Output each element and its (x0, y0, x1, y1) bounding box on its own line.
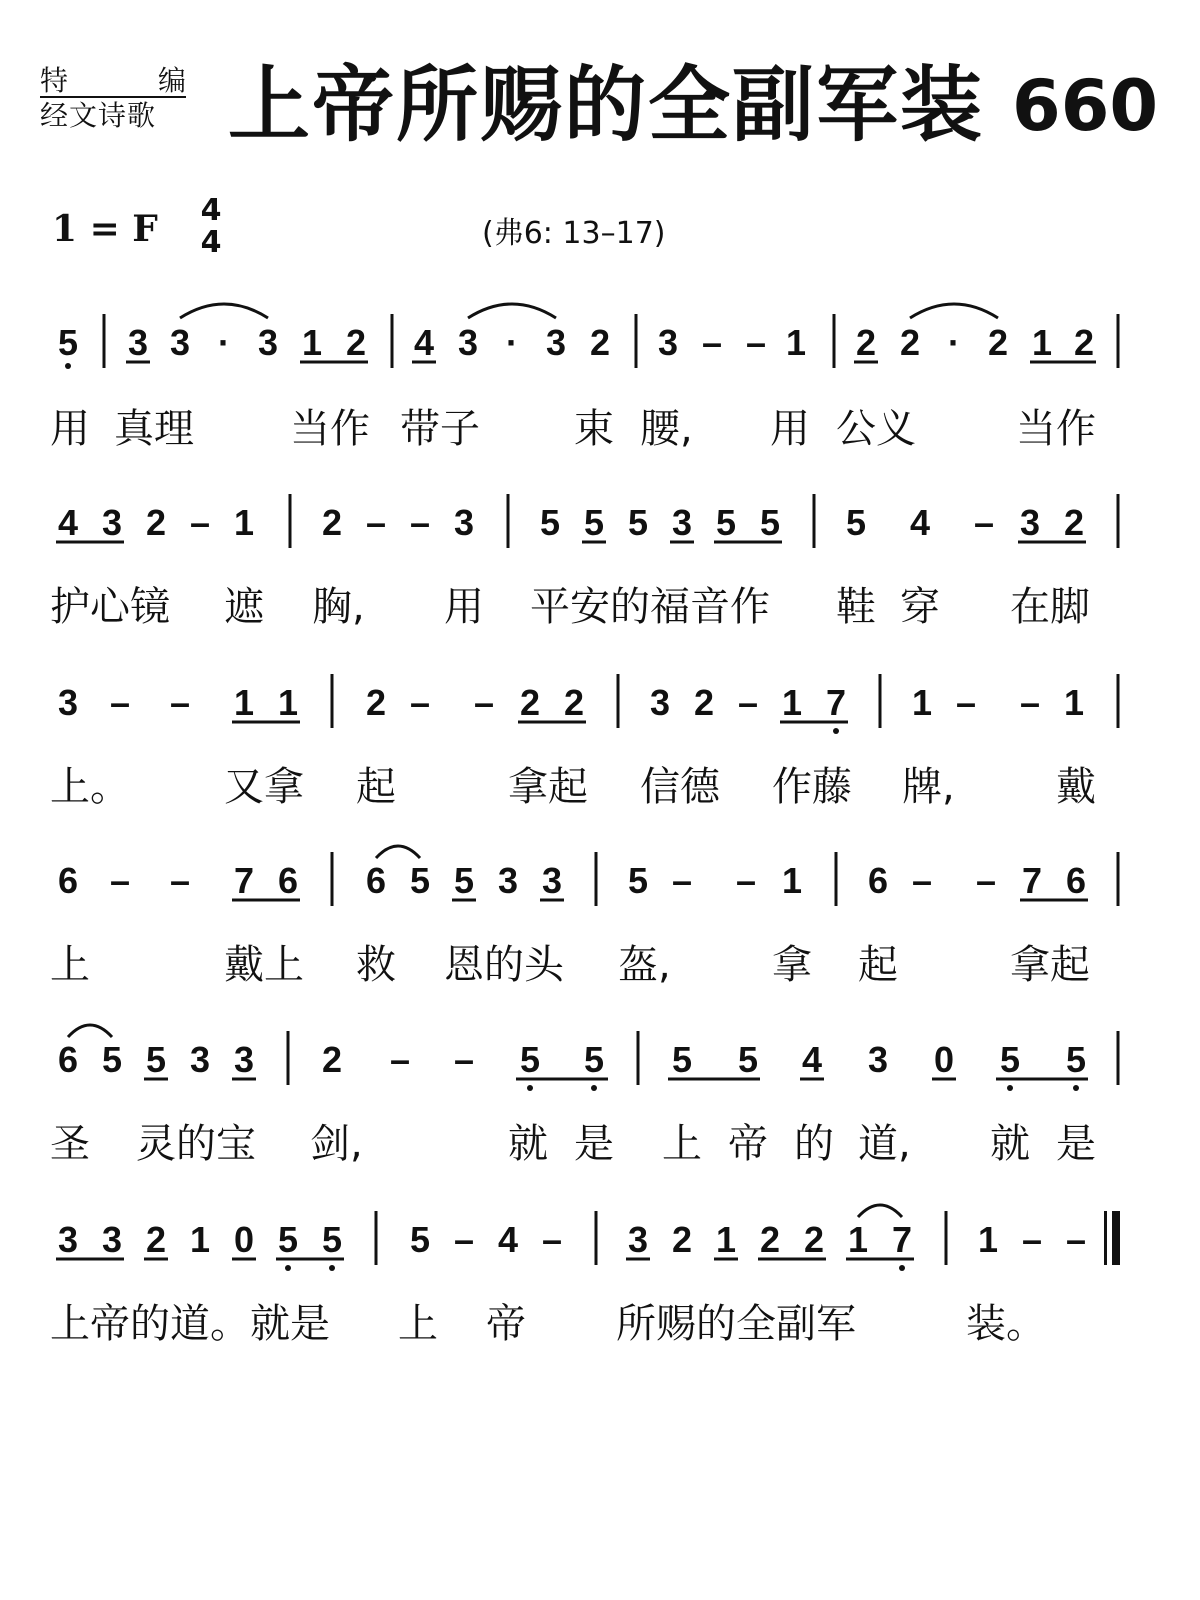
badge-char-right: 编 (157, 64, 186, 97)
dash: – (473, 682, 495, 723)
lyric: 牌, (902, 764, 955, 810)
score-line-4 (50, 846, 1118, 988)
lyric: 当作 (1016, 406, 1096, 452)
note: 5 (519, 1039, 541, 1080)
note: 1 (911, 682, 933, 723)
rest: 0 (933, 1039, 955, 1080)
dash: – (745, 322, 767, 363)
dot: · (506, 322, 518, 363)
lyric: 帝 (486, 1301, 526, 1347)
note: 3 (541, 860, 563, 901)
note: 2 (589, 322, 611, 363)
lyric: 用 (444, 584, 484, 630)
octave-dot-low (591, 1085, 597, 1091)
lyric: 上帝的道。就是 (50, 1301, 330, 1347)
note: 2 (519, 682, 541, 723)
note: 6 (57, 860, 79, 901)
note: 1 (1031, 322, 1053, 363)
octave-dot-low (329, 1265, 335, 1271)
lyric: 救 (356, 942, 396, 988)
note: 7 (891, 1219, 913, 1260)
dash: – (1021, 1219, 1043, 1260)
lyric: 腰, (640, 406, 693, 452)
note: 1 (189, 1219, 211, 1260)
note: 1 (781, 860, 803, 901)
note: 6 (365, 860, 387, 901)
note: 4 (909, 502, 931, 543)
note: 4 (497, 1219, 519, 1260)
note: 3 (1019, 502, 1041, 543)
dash: – (701, 322, 723, 363)
score-line-1 (50, 304, 1118, 452)
note: 3 (627, 1219, 649, 1260)
note: 2 (855, 322, 877, 363)
lyric: 当作 (290, 406, 370, 452)
dash: – (1019, 682, 1041, 723)
note: 6 (57, 1039, 79, 1080)
note: 3 (545, 322, 567, 363)
note: 4 (801, 1039, 823, 1080)
note: 4 (57, 502, 79, 543)
note: 5 (321, 1219, 343, 1260)
dash: – (109, 860, 131, 901)
lyric: 上 (50, 942, 90, 988)
score-line-2 (50, 494, 1118, 630)
dash: – (541, 1219, 563, 1260)
dash: – (389, 1039, 411, 1080)
octave-dot-low (285, 1265, 291, 1271)
note: 5 (409, 1219, 431, 1260)
note: 5 (145, 1039, 167, 1080)
lyric: 拿起 (1010, 942, 1090, 988)
note: 2 (1063, 502, 1085, 543)
lyric: 带子 (400, 406, 480, 452)
note: 5 (57, 322, 79, 363)
note: 7 (825, 682, 847, 723)
lyric: 平安的福音作 (530, 584, 770, 630)
slur (910, 304, 998, 318)
note: 7 (233, 860, 255, 901)
lyric: 拿起 (508, 764, 588, 810)
dash: – (737, 682, 759, 723)
lyric: 装。 (966, 1301, 1046, 1347)
badge-char-left: 特 (40, 64, 69, 97)
lyric: 剑, (310, 1121, 363, 1167)
lyric: 就 (990, 1121, 1030, 1167)
lyric: 上 (398, 1301, 438, 1347)
dash: – (1065, 1219, 1087, 1260)
note: 3 (101, 502, 123, 543)
dash: – (409, 502, 431, 543)
note: 5 (277, 1219, 299, 1260)
dash: – (365, 502, 387, 543)
note: 2 (563, 682, 585, 723)
note: 5 (737, 1039, 759, 1080)
dash: – (409, 682, 431, 723)
lyric: 道, (858, 1121, 911, 1167)
note: 5 (759, 502, 781, 543)
note: 3 (127, 322, 149, 363)
note: 1 (715, 1219, 737, 1260)
key-signature: 1 = F (52, 208, 158, 250)
slur (468, 304, 556, 318)
final-barline-thin (1104, 1211, 1107, 1265)
note: 3 (671, 502, 693, 543)
dot: · (948, 322, 960, 363)
rest: 0 (233, 1219, 255, 1260)
note: 5 (1065, 1039, 1087, 1080)
note: 2 (671, 1219, 693, 1260)
final-barline-thick (1112, 1211, 1120, 1265)
dash: – (109, 682, 131, 723)
lyric: 束 (574, 406, 614, 452)
hymn-number: 660 (1012, 65, 1159, 147)
dash: – (453, 1039, 475, 1080)
note: 5 (715, 502, 737, 543)
dash: – (189, 502, 211, 543)
note: 1 (781, 682, 803, 723)
lyric: 又拿 (224, 764, 304, 810)
note: 5 (627, 502, 649, 543)
lyric: 灵的宝 (136, 1121, 256, 1167)
note: 5 (671, 1039, 693, 1080)
note: 2 (803, 1219, 825, 1260)
lyric: 起 (356, 764, 396, 810)
lyric: 公义 (836, 406, 916, 452)
lyric: 胸, (312, 584, 365, 630)
note: 3 (189, 1039, 211, 1080)
note: 3 (453, 502, 475, 543)
dash: – (975, 860, 997, 901)
note: 5 (845, 502, 867, 543)
note: 5 (583, 1039, 605, 1080)
lyric: 护心镜 (50, 584, 170, 630)
note: 2 (759, 1219, 781, 1260)
note: 3 (457, 322, 479, 363)
note: 3 (257, 322, 279, 363)
score-line-3 (50, 674, 1118, 810)
note: 3 (649, 682, 671, 723)
lyric: 是 (1056, 1121, 1096, 1167)
lyric: 用 (50, 406, 90, 452)
lyric: 恩的头 (444, 942, 564, 988)
time-signature-top: 4 (200, 193, 222, 228)
note: 1 (301, 322, 323, 363)
note: 6 (277, 860, 299, 901)
octave-dot-low (899, 1265, 905, 1271)
note: 3 (57, 1219, 79, 1260)
lyric: 作藤 (772, 764, 852, 810)
lyric: 鞋 (836, 584, 876, 630)
lyric: 盔, (618, 942, 671, 988)
note: 3 (169, 322, 191, 363)
lyric: 戴上 (224, 942, 304, 988)
dash: – (671, 860, 693, 901)
note: 2 (899, 322, 921, 363)
note: 2 (987, 322, 1009, 363)
lyric: 上。 (50, 764, 130, 810)
note: 2 (145, 1219, 167, 1260)
note: 1 (847, 1219, 869, 1260)
note: 5 (453, 860, 475, 901)
note: 5 (539, 502, 561, 543)
note: 1 (785, 322, 807, 363)
collection-badge-name: 经文诗歌 (40, 99, 157, 132)
slur (180, 304, 268, 318)
note: 7 (1021, 860, 1043, 901)
dot: · (218, 322, 230, 363)
note: 3 (57, 682, 79, 723)
note: 3 (233, 1039, 255, 1080)
slur (376, 846, 420, 858)
octave-dot-low (1073, 1085, 1079, 1091)
note: 1 (277, 682, 299, 723)
note: 2 (321, 1039, 343, 1080)
lyric: 的 (794, 1121, 834, 1167)
note: 2 (365, 682, 387, 723)
note: 2 (345, 322, 367, 363)
lyric: 真理 (114, 406, 194, 452)
lyric: 起 (858, 942, 898, 988)
note: 5 (999, 1039, 1021, 1080)
note: 1 (233, 502, 255, 543)
note: 1 (233, 682, 255, 723)
lyric: 就 (508, 1121, 548, 1167)
note: 5 (583, 502, 605, 543)
lyric: 上 (662, 1121, 702, 1167)
note: 1 (1063, 682, 1085, 723)
note: 2 (145, 502, 167, 543)
lyric: 遮 (224, 584, 264, 630)
note: 4 (413, 322, 435, 363)
dash: – (169, 682, 191, 723)
octave-dot-low (527, 1085, 533, 1091)
lyric: 帝 (728, 1121, 768, 1167)
time-signature-bottom: 4 (200, 225, 222, 260)
octave-dot-low (1007, 1085, 1013, 1091)
note: 2 (693, 682, 715, 723)
lyric: 戴 (1056, 764, 1096, 810)
lyric: 是 (574, 1121, 614, 1167)
lyric: 在脚 (1010, 584, 1090, 630)
final-barline (1104, 1211, 1120, 1265)
note: 3 (867, 1039, 889, 1080)
slur (858, 1205, 902, 1217)
note: 3 (101, 1219, 123, 1260)
note: 5 (101, 1039, 123, 1080)
score-line-5 (50, 1025, 1118, 1167)
scripture-reference: (弗6: 13–17) (482, 216, 666, 251)
octave-dot-low (833, 728, 839, 734)
note: 6 (867, 860, 889, 901)
dash: – (735, 860, 757, 901)
note: 3 (657, 322, 679, 363)
dash: – (911, 860, 933, 901)
dash: – (955, 682, 977, 723)
note: 1 (977, 1219, 999, 1260)
lyric: 信德 (640, 764, 720, 810)
slur (68, 1025, 112, 1037)
note: 2 (321, 502, 343, 543)
note: 3 (497, 860, 519, 901)
octave-dot-low (65, 363, 71, 369)
note: 2 (1073, 322, 1095, 363)
note: 5 (409, 860, 431, 901)
lyric: 拿 (772, 942, 812, 988)
note: 5 (627, 860, 649, 901)
lyric: 所赐的全副军 (616, 1301, 856, 1347)
lyric: 用 (770, 406, 810, 452)
dash: – (169, 860, 191, 901)
song-title: 上帝所赐的全副军装 (228, 58, 985, 153)
dash: – (973, 502, 995, 543)
dash: – (453, 1219, 475, 1260)
note: 6 (1065, 860, 1087, 901)
lyric: 穿 (900, 584, 940, 630)
lyric: 圣 (50, 1121, 90, 1167)
score-line-6 (50, 1205, 1120, 1347)
